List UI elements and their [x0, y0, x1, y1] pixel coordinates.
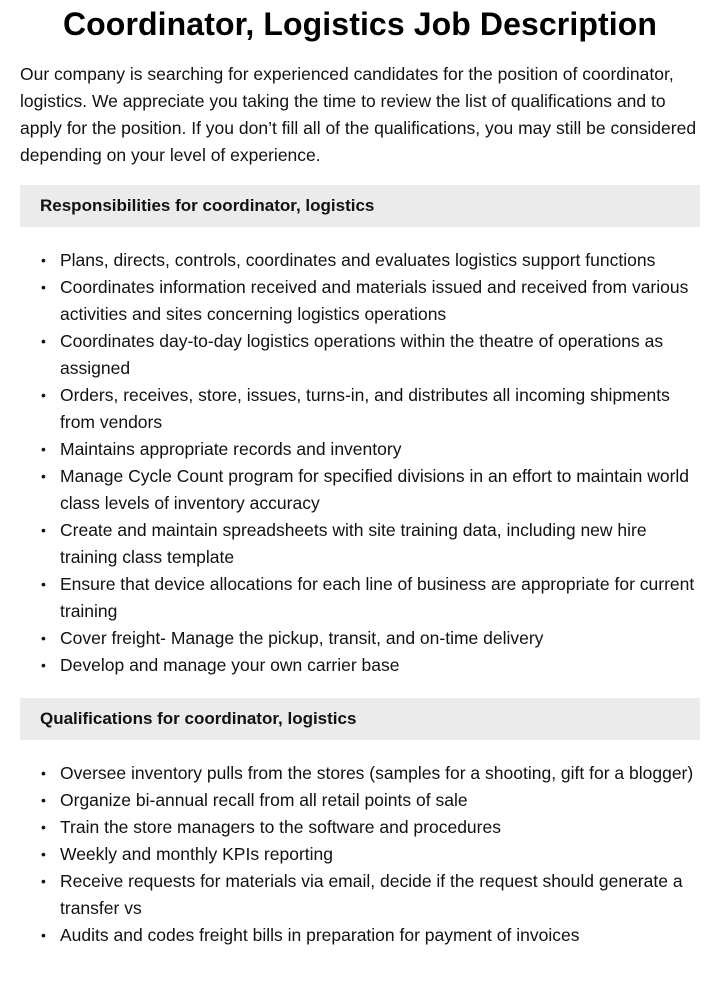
bullet-icon: • — [41, 630, 46, 646]
bullet-icon: • — [41, 765, 46, 781]
bullet-icon: • — [41, 252, 46, 268]
list-item: • Oversee inventory pulls from the stores (samples for a shooting, gift for a blogger) — [60, 760, 700, 787]
page-title: Coordinator, Logistics Job Description — [62, 6, 658, 42]
bullet-icon: • — [41, 279, 46, 295]
bullet-icon: • — [41, 927, 46, 943]
list-item: • Plans, directs, controls, coordinates and evaluates logistics support functions — [60, 247, 700, 274]
bullet-icon: • — [41, 657, 46, 673]
list-item: • Receive requests for materials via email, decide if the request should generate a transfer vs — [60, 868, 700, 922]
qualifications-list — [20, 760, 700, 949]
list-item: • Create and maintain spreadsheets with site training data, including new hire training class template — [60, 517, 700, 571]
bullet-icon: • — [41, 576, 46, 592]
bullet-icon: • — [41, 792, 46, 808]
bullet-icon: • — [41, 387, 46, 403]
list-item: • Weekly and monthly KPIs reporting — [60, 841, 700, 868]
bullet-icon: • — [41, 819, 46, 835]
list-item: • Coordinates information received and materials issued and received from various activities and sites concerning logistics operations — [60, 274, 700, 328]
list-item: • Audits and codes freight bills in preparation for payment of invoices — [60, 922, 700, 949]
bullet-icon: • — [41, 522, 46, 538]
bullet-icon: • — [41, 468, 46, 484]
qualifications-heading: Qualifications for coordinator, logistics — [20, 698, 700, 740]
responsibilities-list — [20, 247, 700, 679]
list-item: • Coordinates day-to-day logistics operations within the theatre of operations as assigned — [60, 328, 700, 382]
bullet-icon: • — [41, 873, 46, 889]
list-item: • Develop and manage your own carrier base — [60, 652, 700, 679]
bullet-icon: • — [41, 846, 46, 862]
list-item: • Manage Cycle Count program for specified divisions in an effort to maintain world class levels of inventory accuracy — [60, 463, 700, 517]
list-item: • Train the store managers to the software and procedures — [60, 814, 700, 841]
bullet-icon: • — [41, 333, 46, 349]
list-item: • Ensure that device allocations for each line of business are appropriate for current training — [60, 571, 700, 625]
bullet-icon: • — [41, 441, 46, 457]
list-item: • Cover freight- Manage the pickup, transit, and on-time delivery — [60, 625, 700, 652]
list-item: • Organize bi-annual recall from all retail points of sale — [60, 787, 700, 814]
list-item: • Maintains appropriate records and inventory — [60, 436, 700, 463]
list-item: • Orders, receives, store, issues, turns-in, and distributes all incoming shipments from vendors — [60, 382, 700, 436]
responsibilities-heading: Responsibilities for coordinator, logistics — [20, 185, 700, 227]
intro-paragraph: Our company is searching for experienced candidates for the position of coordinator, logistics. We appreciate you taking the time to review the list of qualifications and to apply for the position. If you don’t fill all of the qualifications, you may still be considered depending on your level of experience. — [20, 64, 697, 165]
